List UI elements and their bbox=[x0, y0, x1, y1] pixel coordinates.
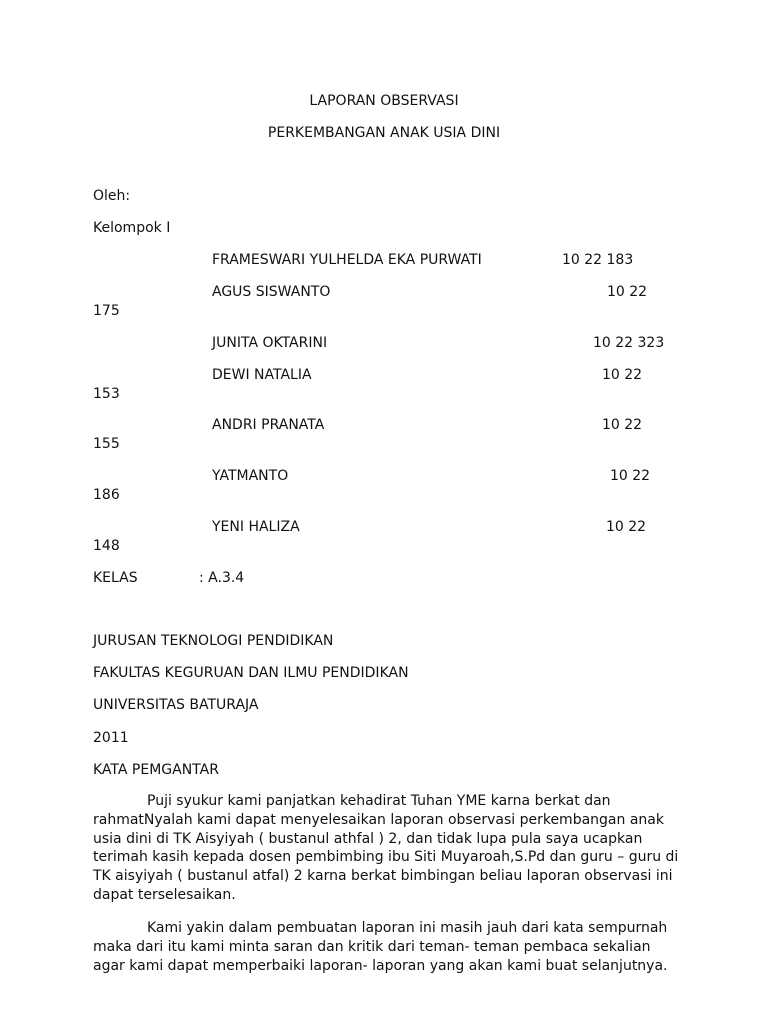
member-id: 10 22 323 bbox=[593, 335, 665, 351]
member-name: YATMANTO bbox=[212, 468, 289, 484]
member-id-continued: 155 bbox=[93, 436, 120, 452]
member-id: 10 22 bbox=[610, 468, 651, 484]
member-name: YENI HALIZA bbox=[212, 519, 300, 535]
member-id-continued: 175 bbox=[93, 303, 120, 319]
member-id: 10 22 bbox=[602, 367, 643, 383]
member-id: 10 22 183 bbox=[562, 252, 634, 268]
member-id-continued: 153 bbox=[93, 386, 120, 402]
report-title: LAPORAN OBSERVASI bbox=[309, 93, 459, 109]
year: 2011 bbox=[93, 730, 129, 746]
member-id-continued: 148 bbox=[93, 538, 120, 554]
member-name: JUNITA OKTARINI bbox=[212, 335, 328, 351]
member-name: FRAMESWARI YULHELDA EKA PURWATI bbox=[212, 252, 482, 268]
group-label: Kelompok I bbox=[93, 220, 171, 236]
university: UNIVERSITAS BATURAJA bbox=[93, 697, 259, 713]
member-name: DEWI NATALIA bbox=[212, 367, 312, 383]
by-label: Oleh: bbox=[93, 188, 131, 204]
paragraph-text: Puji syukur kami panjatkan kehadirat Tuhan YME karna berkat dan rahmatNyalah kami dapat menyelesaikan laporan observasi perkembangan anak usia dini di TK Aisyiyah ( bustanul athfal ) 2, dan tidak lupa pula saya ucapkan terimah kasih kepada dosen pembimbing ibu Siti Muyaroah,S.Pd dan guru – guru di TK aisyiyah ( bustanul atfal) 2 karna berkat bimbingan beliau laporan observasi ini dapat terselesaikan. bbox=[93, 793, 679, 903]
member-name: AGUS SISWANTO bbox=[212, 284, 331, 300]
member-id-continued: 186 bbox=[93, 487, 120, 503]
class-value: : A.3.4 bbox=[199, 570, 245, 586]
department: JURUSAN TEKNOLOGI PENDIDIKAN bbox=[93, 633, 334, 649]
report-subtitle: PERKEMBANGAN ANAK USIA DINI bbox=[267, 125, 501, 141]
preface-paragraph bbox=[93, 792, 683, 905]
preface-heading: KATA PEMGANTAR bbox=[93, 762, 219, 778]
class-label: KELAS bbox=[93, 570, 138, 586]
member-id: 10 22 bbox=[607, 284, 648, 300]
member-id: 10 22 bbox=[602, 417, 643, 433]
faculty: FAKULTAS KEGURUAN DAN ILMU PENDIDIKAN bbox=[93, 665, 409, 681]
paragraph-text: Kami yakin dalam pembuatan laporan ini masih jauh dari kata sempurnah maka dari itu kami minta saran dan kritik dari teman- teman pembaca sekalian agar kami dapat memperbaiki laporan- laporan yang akan kami buat selanjutnya. bbox=[93, 920, 668, 974]
preface-paragraph bbox=[93, 919, 683, 975]
member-id: 10 22 bbox=[606, 519, 647, 535]
member-name: ANDRI PRANATA bbox=[212, 417, 325, 433]
